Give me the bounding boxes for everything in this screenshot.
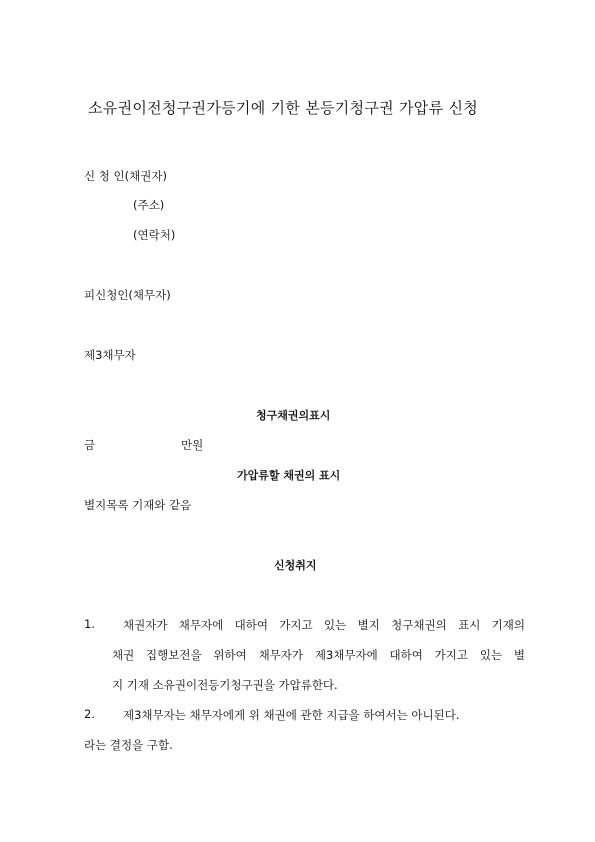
purpose-section-heading: 신청취지	[274, 559, 317, 572]
page-title: 소유권이전청구권가등기에 기한 본등기청구권 가압류 신청	[88, 99, 479, 117]
item2-text: 제3채무자는 채무자에게 위 채권에 관한 지급을 하여서는 아니된다.	[123, 708, 460, 722]
item1-line2: 채권 집행보전을 위하여 채무자가 제3채무자에 대하여 가지고 있는 별	[112, 648, 525, 662]
item1-number: 1.	[84, 617, 95, 631]
respondent-label: 피신청인(채무자)	[84, 288, 171, 302]
applicant-label: 신 청 인(채권자)	[84, 169, 167, 183]
closing-text: 라는 결정을 구함.	[84, 738, 173, 752]
applicant-address-label: (주소)	[133, 198, 165, 212]
claim-section-heading: 청구채권의표시	[256, 409, 331, 422]
item1-line3: 지 기재 소유권이전등기청구권을 가압류한다.	[112, 678, 338, 692]
claim-unit-label: 만원	[181, 438, 204, 452]
item2-number: 2.	[84, 707, 95, 721]
applicant-contact-label: (연락처)	[133, 228, 176, 242]
seized-section-heading: 가압류할 채권의 표시	[237, 469, 341, 482]
item1-line1: 채권자가 채무자에 대하여 가지고 있는 별지 청구채권의 표시 기재의	[123, 618, 525, 632]
third-debtor-label: 제3채무자	[84, 348, 136, 362]
claim-currency-label: 금	[84, 438, 96, 452]
seized-section-text: 별지목록 기재와 같음	[84, 498, 192, 512]
